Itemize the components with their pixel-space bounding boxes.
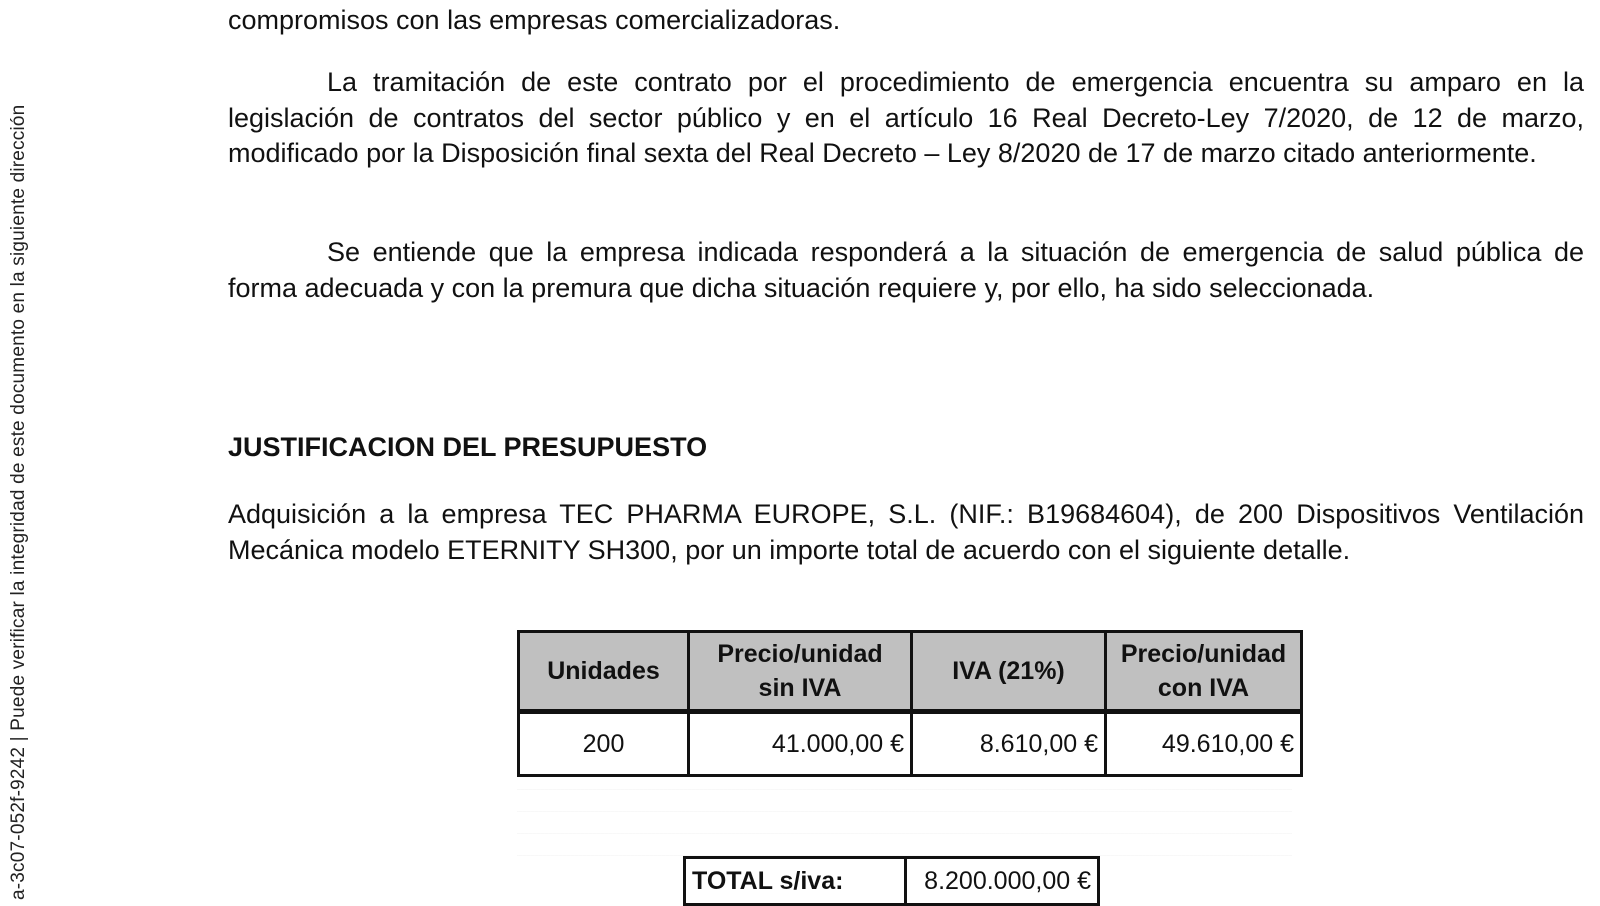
price-table-header-row xyxy=(519,632,1302,712)
cell-unit-price-with-vat: 49.610,00 € xyxy=(1106,712,1302,776)
paragraph-legal-basis: La tramitación de este contrato por el procedimiento de emergencia encuentra su amparo en la legislación de contratos del sector público y en el artículo 16 Real Decreto-Ley 7/2020, de 12 de marzo, modificado por la Disposición final sexta del Real Decreto – Ley 8/2020 de 17 de marzo citado anteriormente. xyxy=(228,67,1584,168)
paragraph-acquisition: Adquisición a la empresa TEC PHARMA EUROPE, S.L. (NIF.: B19684604), de 200 Dispositivos Ventilación Mecánica modelo ETERNITY SH300, por un importe total de acuerdo con el siguiente detalle. xyxy=(228,499,1584,565)
section-heading: JUSTIFICACION DEL PRESUPUESTO xyxy=(228,432,708,462)
paragraph-continuation: compromisos con las empresas comercializadoras. xyxy=(228,5,841,35)
cell-units: 200 xyxy=(519,712,689,776)
total-label: TOTAL s/iva: xyxy=(685,858,906,905)
table-row xyxy=(519,712,1302,776)
header-unit-price-with-vat: Precio/unidad con IVA xyxy=(1106,632,1302,712)
faded-background-lines xyxy=(517,786,1292,856)
total-value: 8.200.000,00 € xyxy=(906,858,1099,905)
paragraph-company-selection: Se entiende que la empresa indicada responderá a la situación de emergencia de salud pública de forma adecuada y con la premura que dicha situación requiere y, por ello, ha sido seleccionada. xyxy=(228,237,1584,303)
verification-side-note: a-3c07-052f-9242 | Puede verificar la integridad de este documento en la siguiente dirección xyxy=(8,104,29,900)
cell-vat: 8.610,00 € xyxy=(912,712,1106,776)
price-table-container xyxy=(517,630,1303,777)
table-row xyxy=(685,858,1099,905)
header-vat: IVA (21%) xyxy=(912,632,1106,712)
header-unit-price-no-vat: Precio/unidad sin IVA xyxy=(689,632,912,712)
total-table-container xyxy=(683,856,1100,906)
cell-unit-price-no-vat: 41.000,00 € xyxy=(689,712,912,776)
total-table xyxy=(683,856,1100,906)
header-units: Unidades xyxy=(519,632,689,712)
price-table xyxy=(517,630,1303,777)
